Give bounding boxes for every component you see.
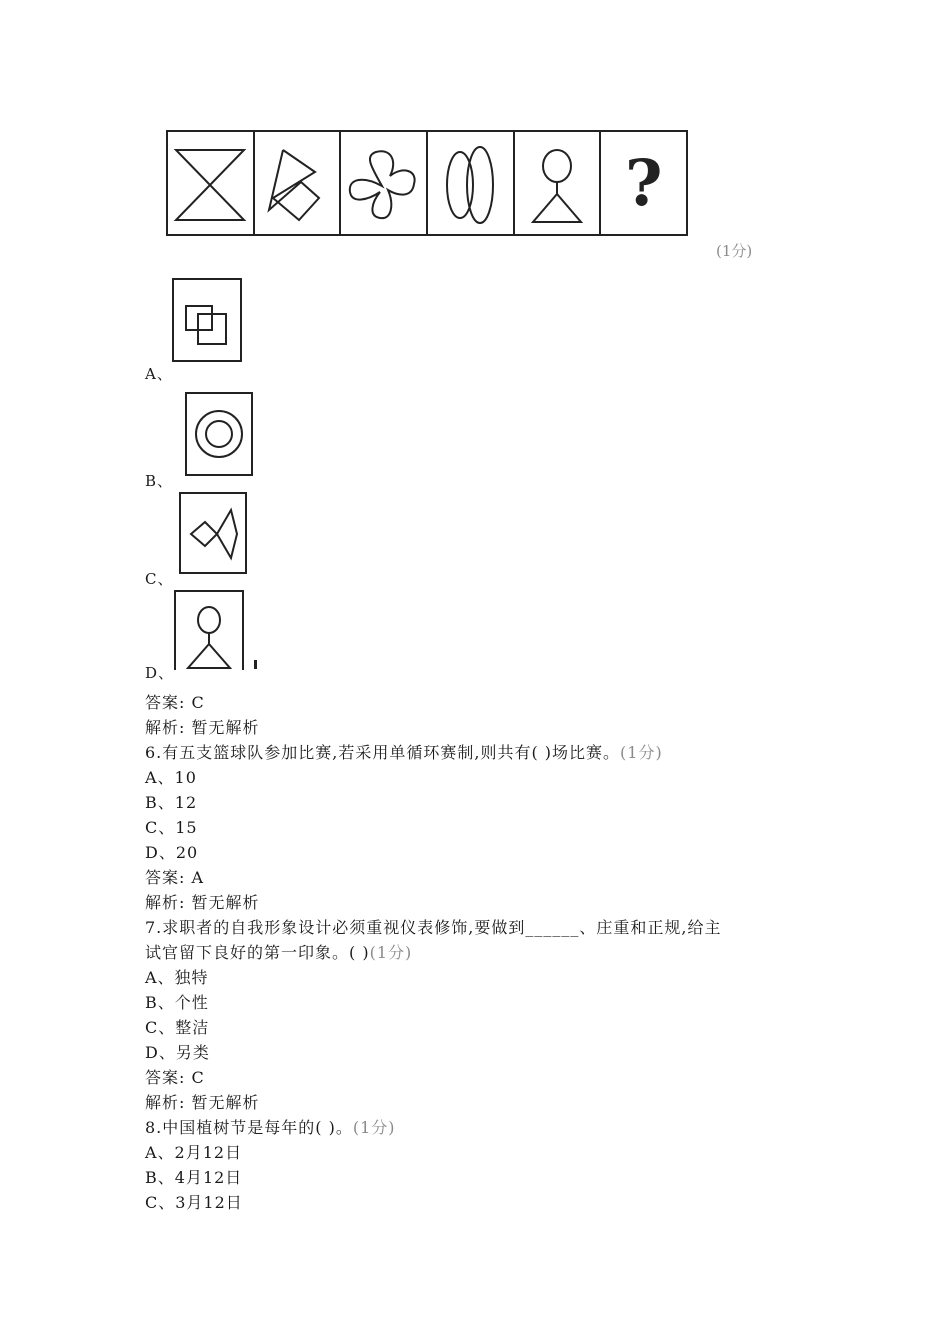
answer-line: 答案: C	[145, 693, 205, 712]
option-c: C、整洁	[145, 1018, 210, 1037]
scan-artifact	[254, 660, 257, 669]
zigzag-icon	[255, 138, 339, 228]
analysis-line: 解析: 暂无解析	[145, 893, 260, 912]
option-d: D、20	[145, 843, 199, 862]
option-d-label: D、	[145, 664, 175, 682]
two-ovals-icon	[428, 138, 512, 228]
analysis-line: 解析: 暂无解析	[145, 718, 260, 737]
question-score: (1分)	[620, 743, 663, 762]
option-b: B、12	[145, 793, 198, 812]
analysis-line: 解析: 暂无解析	[145, 1093, 260, 1112]
question-score: (1分)	[716, 242, 753, 260]
option-a: A、独特	[145, 968, 209, 987]
option-c-image	[179, 492, 247, 574]
option-b-label: B、	[145, 472, 174, 490]
option-b: B、4月12日	[145, 1168, 243, 1187]
propeller-icon	[342, 138, 426, 228]
figure-cell	[341, 132, 428, 234]
question-8	[145, 1115, 396, 1140]
hourglass-icon	[168, 138, 252, 228]
figure-cell	[601, 132, 686, 234]
question-6	[145, 740, 663, 765]
option-a: A、2月12日	[145, 1143, 243, 1162]
figure-cell	[428, 132, 515, 234]
figure-cell	[255, 132, 342, 234]
stick-figure-icon	[176, 592, 242, 670]
option-c-label: C、	[145, 570, 174, 588]
figure-sequence	[166, 130, 688, 236]
option-d: D、另类	[145, 1043, 210, 1062]
question-score: (1分)	[369, 943, 413, 962]
answer-line: 答案: C	[145, 1068, 205, 1087]
diamond-kite-icon	[181, 494, 245, 572]
answer-line: 答案: A	[145, 868, 205, 887]
question-7-line-2	[145, 940, 412, 965]
figure-cell	[168, 132, 255, 234]
option-d-image	[174, 590, 244, 670]
option-c: C、3月12日	[145, 1193, 243, 1212]
stick-figure-icon	[515, 138, 599, 228]
option-c: C、15	[145, 818, 198, 837]
question-score: (1分)	[352, 1118, 396, 1137]
option-b: B、个性	[145, 993, 209, 1012]
question-7-line-1: 7.求职者的自我形象设计必须重视仪表修饰,要做到______、庄重和正规,给主	[145, 918, 722, 937]
option-b-image	[185, 392, 253, 476]
option-a-label: A、	[145, 365, 173, 383]
question-text: 6.有五支篮球队参加比赛,若采用单循环赛制,则共有( )场比赛。	[145, 743, 621, 762]
question-mark-icon: ?	[624, 145, 663, 221]
question-text: 8.中国植树节是每年的( )。	[145, 1118, 353, 1137]
question-text: 试官留下良好的第一印象。( )	[145, 943, 370, 962]
option-a: A、10	[145, 768, 197, 787]
option-a-image	[172, 278, 242, 362]
concentric-circles-icon	[187, 394, 251, 474]
figure-cell	[515, 132, 602, 234]
overlapping-squares-icon	[174, 280, 240, 360]
